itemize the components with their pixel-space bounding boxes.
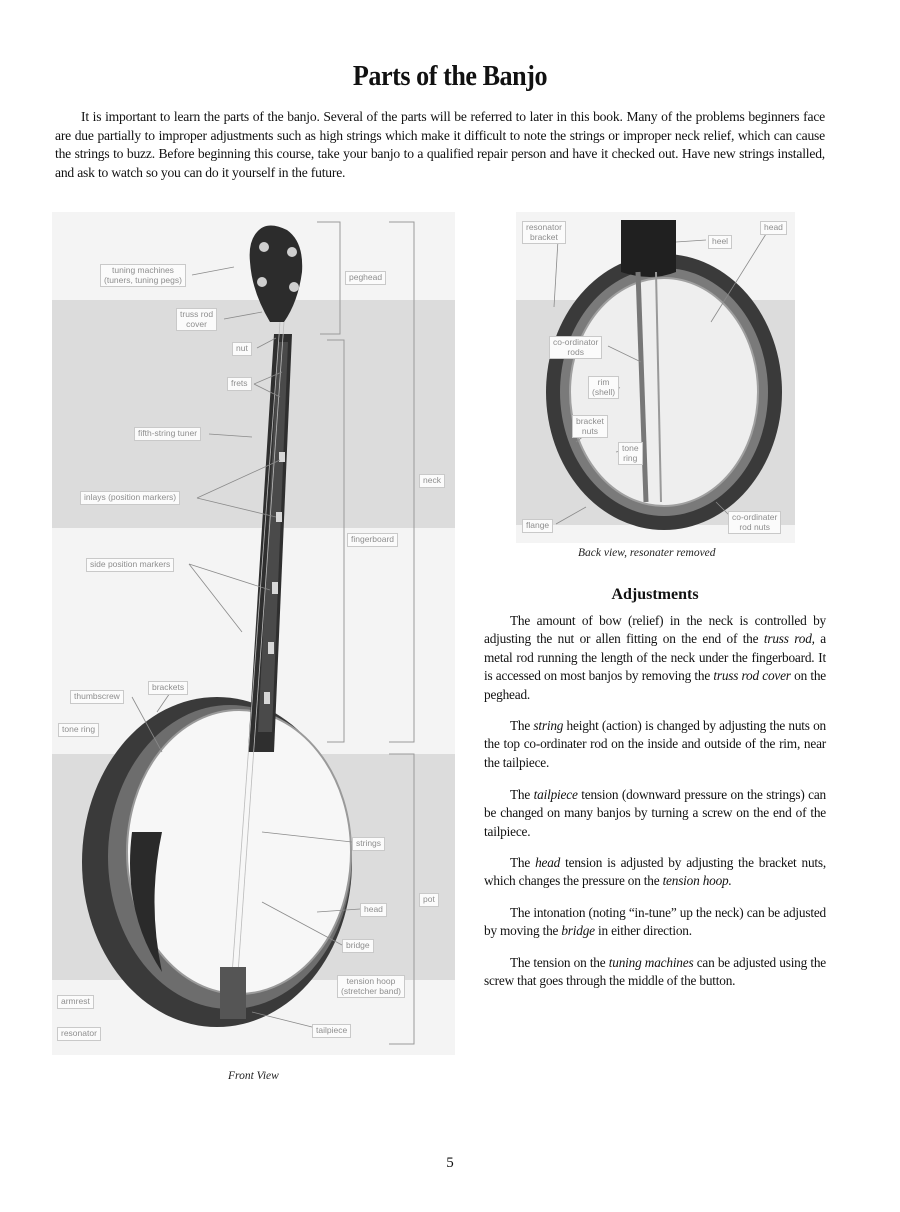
label-tension-hoop: tension hoop (stretcher band)	[337, 975, 405, 998]
label-flange: flange	[522, 519, 553, 533]
label-coordinator-rod-nuts: co-ordinater rod nuts	[728, 511, 781, 534]
label-armrest: armrest	[57, 995, 94, 1009]
label-peghead: peghead	[345, 271, 386, 285]
label-side-position-markers: side position markers	[86, 558, 174, 572]
front-view-figure	[52, 212, 455, 1055]
label-inlays: inlays (position markers)	[80, 491, 180, 505]
label-rim: rim (shell)	[588, 376, 619, 399]
label-heel: heel	[708, 235, 732, 249]
adjustments-paragraph-2: The string height (action) is changed by adjusting the nuts on the top co-ordinater rod on the inside and outside of the rim, near the tailpiece.	[484, 718, 826, 770]
label-tailpiece: tailpiece	[312, 1024, 351, 1038]
intro-paragraph: It is important to learn the parts of the banjo. Several of the parts will be referred to later in this book. Many of the problems beginners face are due partially to improper adjustments such as high strings which make it difficult to note the strings or improper neck relief, which can cause the strings to buzz. Before beginning this course, take your banjo to a qualified repair person and have it checked out. Have new strings installed, and ask to watch so you can do it yourself in the future.	[55, 109, 825, 180]
label-head: head	[360, 903, 387, 917]
adjustments-paragraph-1: The amount of bow (relief) in the neck is controlled by adjusting the nut or allen fitting on the end of the truss rod, a metal rod running the length of the neck under the fingerboard. It is accessed on most banjos by removing the truss rod cover on the peghead.	[484, 613, 827, 702]
label-brackets: brackets	[148, 681, 188, 695]
label-nut: nut	[232, 342, 252, 356]
label-tuning-machines: tuning machines (tuners, tuning pegs)	[100, 264, 186, 287]
label-frets: frets	[227, 377, 252, 391]
label-resonator-bracket: resonator bracket	[522, 221, 566, 244]
label-coordinator-rods: co-ordinator rods	[549, 336, 602, 359]
back-view-figure	[516, 212, 795, 543]
label-bridge: bridge	[342, 939, 374, 953]
adjustments-heading: Adjustments	[611, 586, 699, 603]
adjustments-paragraph-5: The intonation (noting “in-tune” up the neck) can be adjusted by moving the bridge in either direction.	[484, 905, 826, 939]
label-tone-ring: tone ring	[58, 723, 99, 737]
adjustments-paragraph-3: The tailpiece tension (downward pressure on the strings) can be changed on many banjos by turning a screw on the end of the tailpiece.	[484, 787, 826, 839]
label-pot: pot	[419, 893, 439, 907]
back-view-caption: Back view, resonater removed	[578, 547, 716, 559]
label-thumbscrew: thumbscrew	[70, 690, 124, 704]
adjustments-paragraph-4: The head tension is adjusted by adjusting the bracket nuts, which changes the pressure on the tension hoop.	[484, 855, 826, 889]
label-truss-rod-cover: truss rod cover	[176, 308, 217, 331]
label-back-tone-ring: tone ring	[618, 442, 643, 465]
front-view-caption: Front View	[228, 1070, 279, 1082]
page-title: Parts of the Banjo	[352, 60, 548, 92]
label-back-head: head	[760, 221, 787, 235]
adjustments-paragraph-6: The tension on the tuning machines can be adjusted using the screw that goes through the middle of the button.	[484, 955, 827, 989]
label-strings: strings	[352, 837, 385, 851]
label-bracket-nuts: bracket nuts	[572, 415, 608, 438]
label-resonator: resonator	[57, 1027, 101, 1041]
page-number: 5	[446, 1155, 454, 1171]
label-neck: neck	[419, 474, 445, 488]
label-fingerboard: fingerboard	[347, 533, 398, 547]
banjo-front-illustration	[52, 212, 455, 1055]
banjo-back-illustration	[516, 212, 795, 543]
label-fifth-string-tuner: fifth-string tuner	[134, 427, 201, 441]
